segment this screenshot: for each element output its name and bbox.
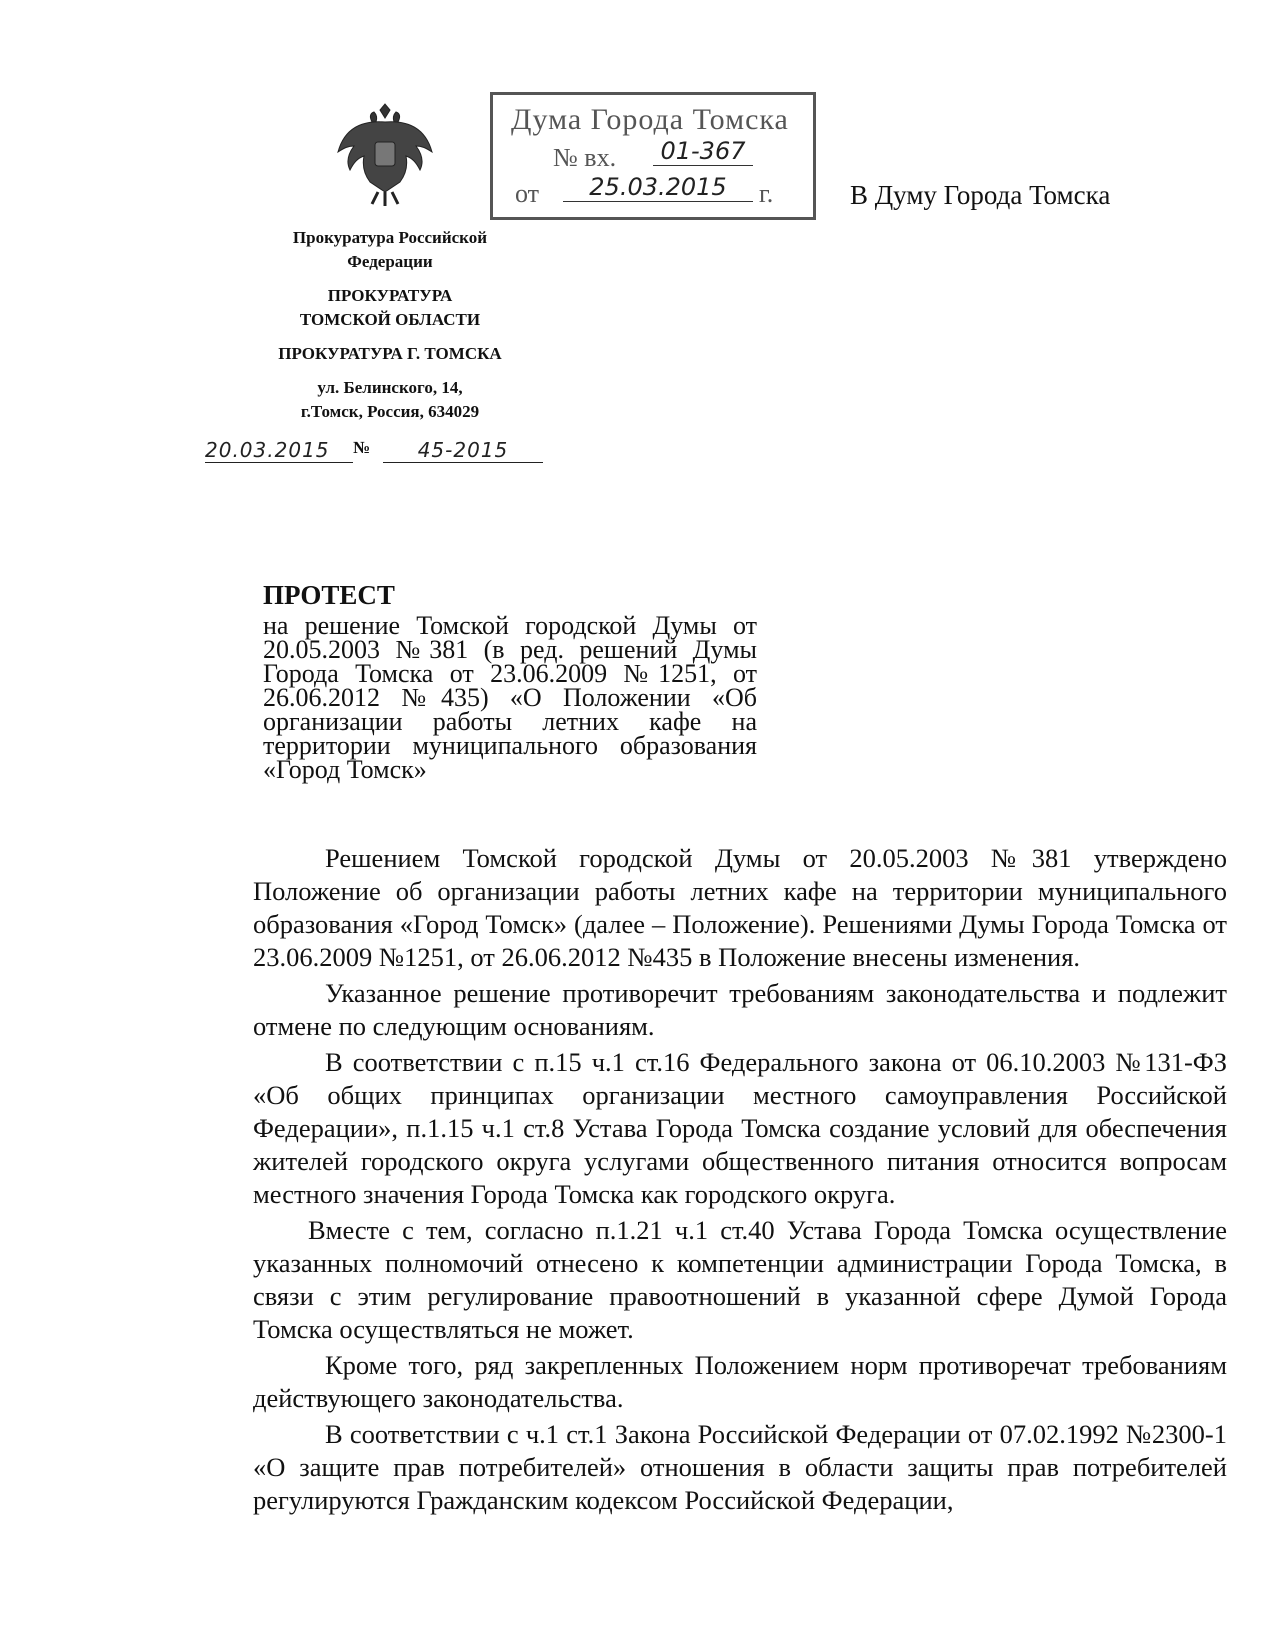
outgoing-date: 20.03.2015 [205,438,353,463]
sender-line-3: ПРОКУРАТУРА [327,286,453,305]
sender-letterhead [200,226,580,424]
body-paragraph: Кроме того, ряд закрепленных Положением норм противоречат требованиям действующего законодательства. [253,1350,1227,1413]
stamp-year-suffix: г. [759,179,774,208]
sender-line-4: ТОМСКОЙ ОБЛАСТИ [299,310,481,329]
body-paragraph: Решением Томской городской Думы от 20.05.2003 №381 утверждено Положение об организации работы летних кафе на территории муниципального образования «Город Томск» (далее – Положение). Решениями Думы Города Томска от 23.06.2009 №1251, от 26.06.2012 №435 в Положение внесены изменения. [253,843,1227,972]
addressee: В Думу Города Томска [850,180,1111,210]
sender-line-1: Прокуратура Российской [292,228,488,247]
document-body [253,842,1227,1520]
sender-line-2: Федерации [347,252,433,271]
stamp-number-label: № вх. [553,143,617,172]
sender-line-5: ПРОКУРАТУРА Г. ТОМСКА [278,344,502,363]
outgoing-registration [205,438,545,468]
outgoing-number-label: № [353,438,371,457]
sender-line-7: г.Томск, Россия, 634029 [300,402,480,421]
body-paragraph: Указанное решение противоречит требованиям законодательства и подлежит отмене по следующим основаниям. [253,978,1227,1041]
stamp-number-value: 01-367 [653,137,753,166]
body-paragraph: Вместе с тем, согласно п.1.21 ч.1 ст.40 Устава Города Томска осуществление указанных полномочий отнесено к компетенции администрации Города Томска, в связи с этим регулирование правоотношений в указанной сфере Думой Города Томска осуществляться не может. [253,1215,1227,1344]
coat-of-arms-emblem [330,100,440,210]
stamp-date-value: 25.03.2015 [563,173,753,202]
outgoing-number: 45-2015 [383,438,543,463]
body-paragraph: В соответствии с ч.1 ст.1 Закона Российской Федерации от 07.02.1992 №2300-1 «О защите прав потребителей» отношения в области защиты прав потребителей регулируются Гражданским кодексом Российской Федерации, [253,1419,1227,1515]
stamp-date-label: от [515,179,540,208]
document-title: ПРОТЕСТ [263,580,395,610]
incoming-registration-stamp [490,92,816,220]
body-paragraph: В соответствии с п.15 ч.1 ст.16 Федерального закона от 06.10.2003 №131-ФЗ «Об общих принципах организации местного самоуправления Российской Федерации», п.1.15 ч.1 ст.8 Устава Города Томска создание условий для обеспечения жителей городского округа услугами общественного питания относится вопросам местного значения Города Томска как городского округа. [253,1047,1227,1209]
sender-line-6: ул. Белинского, 14, [317,378,463,397]
document-subject: на решение Томской городской Думы от 20.05.2003 №381 (в ред. решений Думы Города Томска от 23.06.2009 №1251, от 26.06.2012 №435) «О Положении «Об организации работы летних кафе на территории муниципального образования «Город Томск» [263,611,757,784]
stamp-organization: Дума Города Томска [511,103,789,136]
